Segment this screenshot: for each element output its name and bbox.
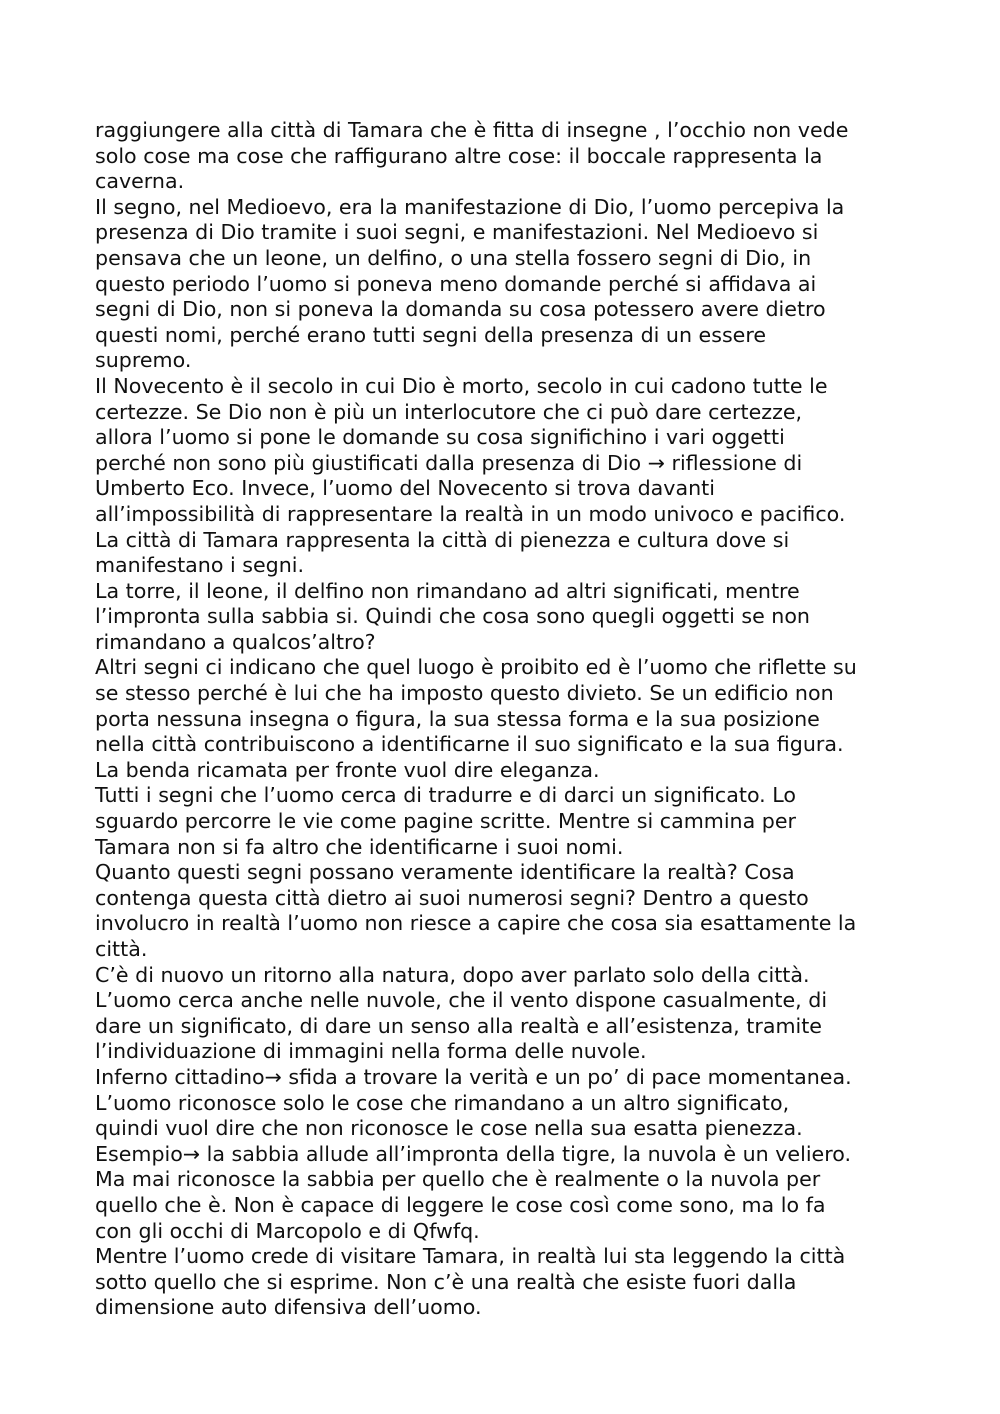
text-line: porta nessuna insegna o figura, la sua stessa forma e la sua posizione (95, 706, 820, 731)
text-line: manifestano i segni. (95, 553, 305, 578)
text-line: allora l’uomo si pone le domande su cosa significhino i vari oggetti (95, 425, 785, 450)
text-line: segni di Dio, non si poneva la domanda su cosa potessero avere dietro (95, 297, 826, 322)
text-line: caverna. (95, 169, 185, 194)
text-line: Umberto Eco. Invece, l’uomo del Novecento si trova davanti (95, 476, 715, 501)
text-line: nella città contribuiscono a identificarne il suo significato e la sua figura. (95, 732, 844, 757)
text-line: se stesso perché è lui che ha imposto questo divieto. Se un edificio non (95, 681, 834, 706)
text-line: Tutti i segni che l’uomo cerca di tradurre e di darci un significato. Lo (95, 783, 796, 808)
text-line: solo cose ma cose che raffigurano altre cose: il boccale rappresenta la (95, 143, 823, 168)
text-line: questi nomi, perché erano tutti segni della presenza di un essere (95, 322, 767, 347)
text-line: contenga questa città dietro ai suoi numerosi segni? Dentro a questo (95, 885, 809, 910)
text-line: involucro in realtà l’uomo non riesce a capire che cosa sia esattamente la (95, 911, 857, 936)
text-line: l’individuazione di immagini nella forma delle nuvole. (95, 1039, 647, 1064)
text-line: Mentre l’uomo crede di visitare Tamara, in realtà lui sta leggendo la città (95, 1244, 846, 1269)
text-line: all’impossibilità di rappresentare la realtà in un modo univoco e pacifico. (95, 501, 846, 526)
text-line: dimensione auto difensiva dell’uomo. (95, 1295, 482, 1320)
text-line: L’uomo cerca anche nelle nuvole, che il vento dispone casualmente, di (95, 988, 828, 1013)
text-line: sguardo percorre le vie come pagine scritte. Mentre si cammina per (95, 809, 796, 834)
text-line: quindi vuol dire che non riconosce le cose nella sua esatta pienezza. (95, 1116, 803, 1141)
text-line: dare un significato, di dare un senso alla realtà e all’esistenza, tramite (95, 1013, 822, 1038)
text-line: raggiungere alla città di Tamara che è fitta di insegne , l’occhio non vede (95, 118, 849, 142)
text-line: quello che è. Non è capace di leggere le cose così come sono, ma lo fa (95, 1192, 826, 1217)
text-line: Inferno cittadino→ sfida a trovare la verità e un po’ di pace momentanea. (95, 1064, 852, 1089)
text-line: Esempio→ la sabbia allude all’impronta della tigre, la nuvola è un veliero. (95, 1141, 852, 1166)
text-line: presenza di Dio tramite i suoi segni, e manifestazioni. Nel Medioevo si (95, 220, 819, 245)
text-line: perché non sono più giustificati dalla presenza di Dio → riflessione di (95, 450, 803, 475)
text-line: Tamara non si fa altro che identificarne i suoi nomi. (95, 834, 624, 859)
text-line: La benda ricamata per fronte vuol dire eleganza. (95, 757, 600, 782)
text-line: C’è di nuovo un ritorno alla natura, dopo aver parlato solo della città. (95, 962, 810, 987)
text-line: questo periodo l’uomo si poneva meno domande perché si affidava ai (95, 271, 817, 296)
text-line: Ma mai riconosce la sabbia per quello che è realmente o la nuvola per (95, 1167, 821, 1192)
text-line: Il segno, nel Medioevo, era la manifestazione di Dio, l’uomo percepiva la (95, 194, 845, 219)
text-line: Il Novecento è il secolo in cui Dio è morto, secolo in cui cadono tutte le (95, 373, 828, 398)
text-line: pensava che un leone, un delfino, o una stella fossero segni di Dio, in (95, 245, 812, 270)
document-body (95, 118, 925, 1321)
text-line: rimandano a qualcos’altro? (95, 629, 376, 654)
text-line: La città di Tamara rappresenta la città di pienezza e cultura dove si (95, 527, 790, 552)
text-line: certezze. Se Dio non è più un interlocutore che ci può dare certezze, (95, 399, 803, 424)
text-line: L’uomo riconosce solo le cose che rimandano a un altro significato, (95, 1090, 790, 1115)
text-line: supremo. (95, 348, 192, 373)
text-line: La torre, il leone, il delfino non rimandano ad altri significati, mentre (95, 578, 800, 603)
text-line: città. (95, 937, 148, 961)
text-line: Altri segni ci indicano che quel luogo è proibito ed è l’uomo che riflette su (95, 655, 857, 680)
text-line: Quanto questi segni possano veramente identificare la realtà? Cosa (95, 860, 795, 885)
text-line: l’impronta sulla sabbia si. Quindi che cosa sono quegli oggetti se non (95, 604, 810, 629)
text-line: con gli occhi di Marcopolo e di Qfwfq. (95, 1218, 480, 1243)
text-line: sotto quello che si esprime. Non c’è una realtà che esiste fuori dalla (95, 1269, 797, 1294)
